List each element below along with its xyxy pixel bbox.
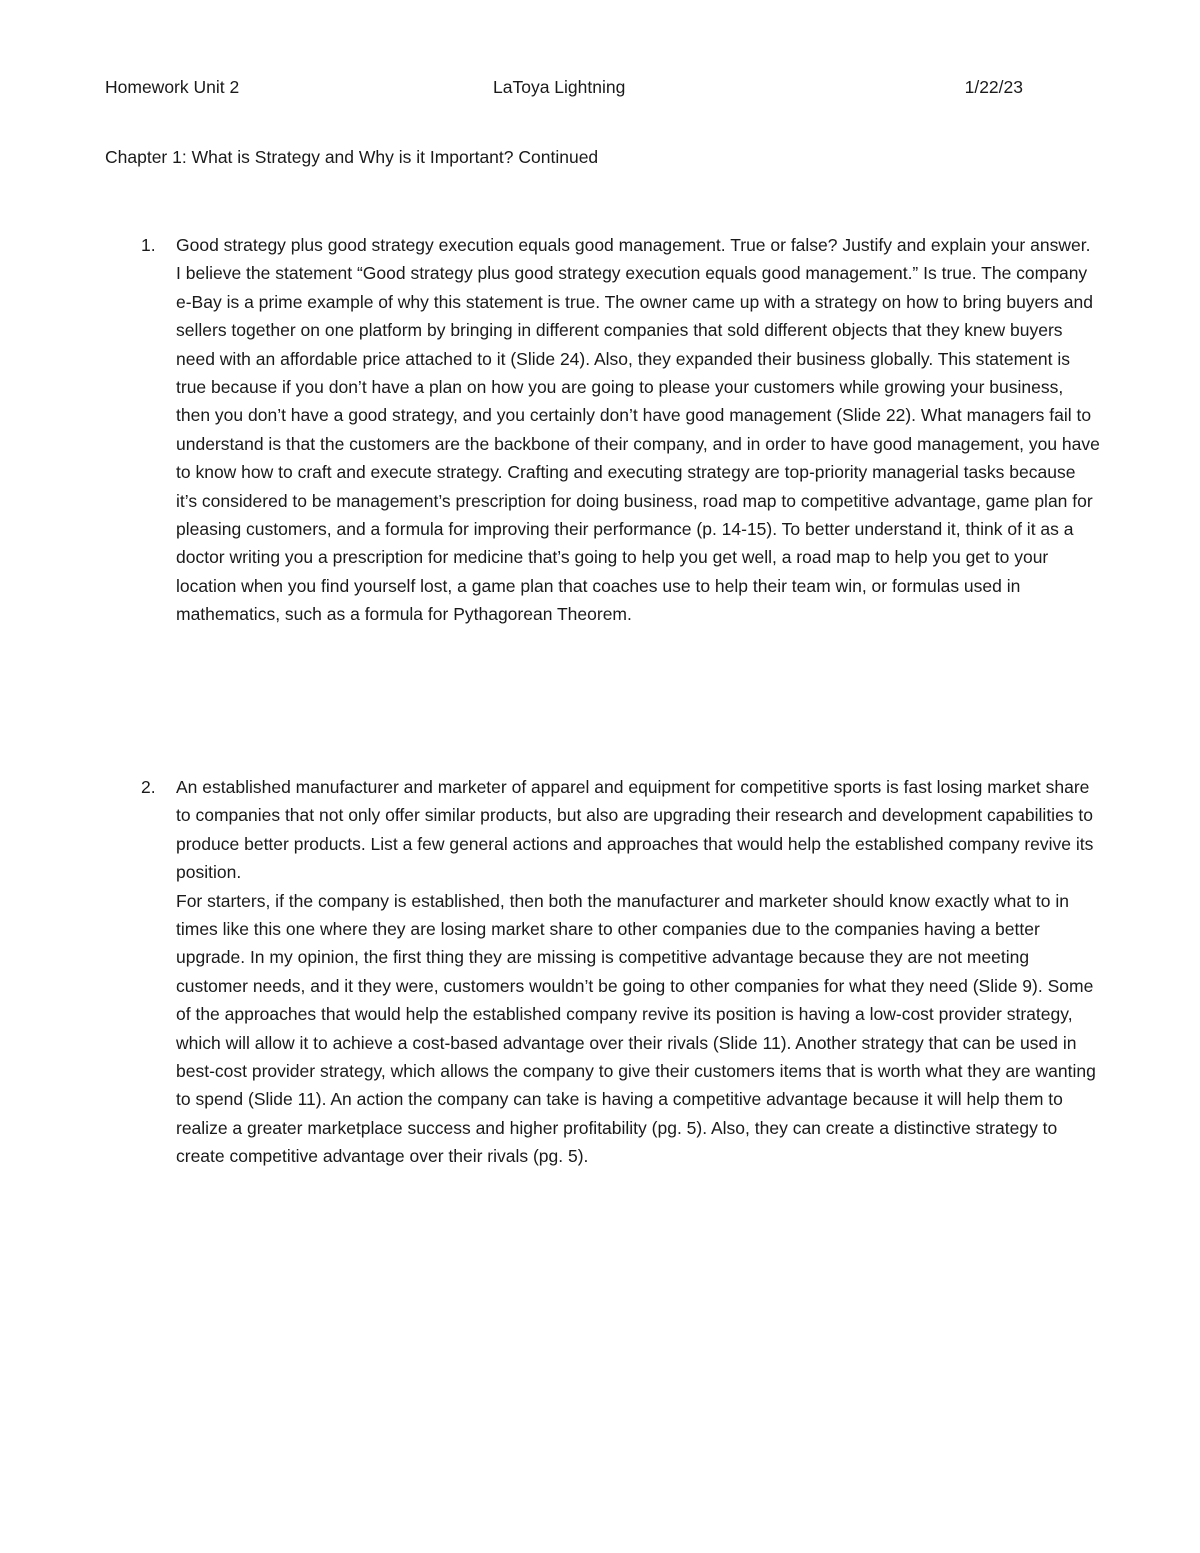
page-header bbox=[105, 74, 1023, 100]
header-assignment-title: Homework Unit 2 bbox=[105, 77, 240, 97]
question-answer: For starters, if the company is established, then both the manufacturer and marketer should know exactly what to in times like this one where they are losing market share to other companies due to the companies having a better upgrade. In my opinion, the first thing they are missing is competitive advantage because they are not meeting customer needs, and it they were, customers wouldn’t be going to other companies for what they need (Slide 9). Some of the approaches that would help the established company revive its position is having a low-cost provider strategy, which will allow it to achieve a cost-based advantage over their rivals (Slide 11). Another strategy that can be used in best-cost provider strategy, which allows the company to give their customers items that is worth what they are wanting to spend (Slide 11). An action the company can take is having a competitive advantage because it will help them to realize a greater marketplace success and higher profitability (pg. 5). Also, they can create a distinctive strategy to create competitive advantage over their rivals (pg. 5). bbox=[176, 890, 1096, 1167]
header-date: 1/22/23 bbox=[964, 77, 1023, 97]
question-number: 2. bbox=[141, 777, 156, 797]
question-answer: I believe the statement “Good strategy plus good strategy execution equals good management.” Is true. The company e-Bay is a prime example of why this statement is true. The owner came up with a strategy on how to bring buyers and sellers together on one platform by bringing in different companies that sold different objects that they knew buyers need with an affordable price attached to it (Slide 24). Also, they expanded their business globally. This statement is true because if you don’t have a plan on how you are going to please your customers while growing your business, then you don’t have a good strategy, and you certainly don’t have good management (Slide 22). What managers fail to understand is that the customers are the backbone of their company, and in order to have good management, you have to know how to craft and execute strategy. Crafting and executing strategy are top-priority managerial tasks because it’s considered to be management’s prescription for doing business, road map to competitive advantage, game plan for pleasing customers, and a formula for improving their performance (p. 14-15). To better understand it, think of it as a doctor writing you a prescription for medicine that’s going to help you get well, a road map to help you get to your location when you find yourself lost, a game plan that coaches use to help their team win, or formulas used in mathematics, such as a formula for Pythagorean Theorem. bbox=[176, 263, 1100, 625]
question-prompt: Good strategy plus good strategy execution equals good management. True or false? Justify and explain your answer. bbox=[176, 235, 1091, 255]
question-number: 1. bbox=[141, 235, 156, 255]
question-body bbox=[176, 773, 1100, 1171]
header-author-name: LaToya Lightning bbox=[493, 77, 626, 97]
chapter-title: Chapter 1: What is Strategy and Why is it Important? Continued bbox=[105, 147, 599, 167]
question-body bbox=[176, 231, 1100, 629]
question-prompt: An established manufacturer and marketer of apparel and equipment for competitive sports is fast losing market share to companies that not only offer similar products, but also are upgrading their research and development capabilities to produce better products. List a few general actions and approaches that would help the established company revive its position. bbox=[176, 777, 1094, 883]
